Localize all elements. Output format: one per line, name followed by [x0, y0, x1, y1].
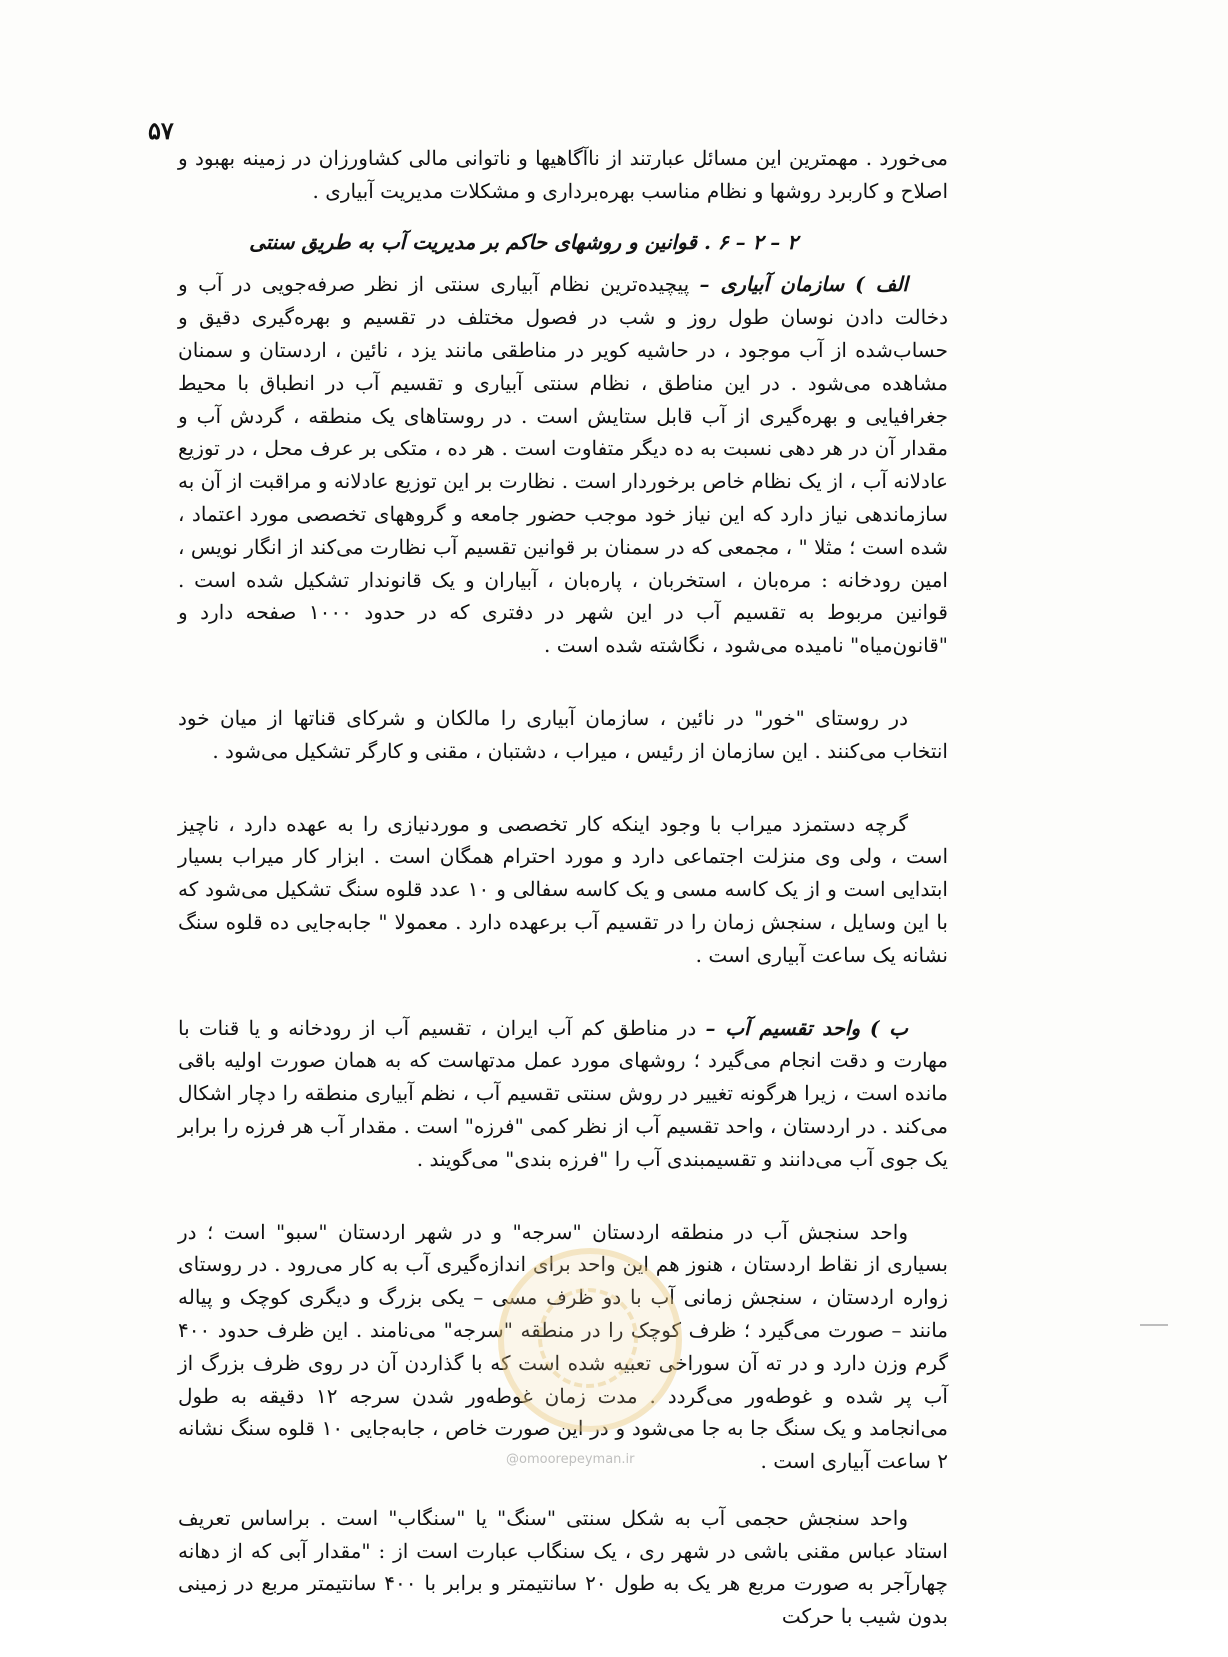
paragraph-water-measurement-unit [178, 1216, 948, 1478]
margin-mark [1140, 1324, 1168, 1326]
paragraph-irrigation-organization [178, 268, 948, 662]
section-heading: ۲ – ۲ – ۶ . قوانین و روشهای حاکم بر مدیریت آب به طریق سنتی [249, 229, 798, 254]
paragraph-volumetric-unit [178, 1502, 948, 1633]
paragraph-text: واحد سنجش حجمی آب به شکل سنتی "سنگ" یا "سنگاب" است . براساس تعریف استاد عباس مقنی باشی در شهر ری ، یک سنگاب عبارت است از : "مقدار آبی که از دهانه چهارآجر به صورت مربع هر یک به طول ۲۰ سانتیمتر و برابر با ۴۰۰ سانتیمتر مربع در زمینی بدون شیب با حرکت [178, 1505, 948, 1629]
paragraph-khur-village [178, 702, 948, 768]
paragraph-lead: الف ) سازمان آبیاری – [699, 272, 908, 297]
paragraph-text: در مناطق کم آب ایران ، تقسیم آب از رودخانه و یا قنات با مهارت و دقت انجام می‌گیرد ؛ روشهای مورد عمل مدتهاست که به همان صورت اولیه باقی مانده است ، زیرا هرگونه تغییر در روش سنتی تقسیم آب ، نظم آبیاری منطقه را دچار اشکال می‌کند . در اردستان ، واحد تقسیم آب از نظر کمی "فرزه" است . مقدار آب هر فرزه را برابر یک جوی آب می‌دانند و تقسیمبندی آب را "فرزه بندی" می‌گویند . [178, 1015, 948, 1171]
page-body [178, 142, 948, 1657]
intro-paragraph: می‌خورد . مهمترین این مسائل عبارتند از ناآگاهیها و ناتوانی مالی کشاورزان در زمینه بهبود و اصلاح و کاربرد روشها و نظام مناسب بهره‌برداری و مشکلات مدیریت آبیاری . [178, 146, 948, 203]
paragraph-lead: ب ) واحد تقسیم آب – [705, 1015, 908, 1040]
paragraph-mirab-wage [178, 808, 948, 972]
paragraph-text: پیچیده‌ترین نظام آبیاری سنتی از نظر صرفه‌جویی در آب و دخالت دادن نوسان طول روز و شب در فصول مختلف در تقسیم و بهره‌گیری دقیق و حساب‌شده از آب موجود ، در حاشیه کویر در مناطقی مانند یزد ، نائین ، اردستان و سمنان مشاهده می‌شود . در این مناطق ، نظام سنتی آبیاری و تقسیم آب در انطباق با محیط جغرافیایی و بهره‌گیری از آب قابل ستایش است . در روستاهای یک منطقه ، گردش آب و مقدار آن در هر دهی نسبت به ده دیگر متفاوت است . هر ده ، متکی بر عرف محل ، در توزیع عادلانه آب ، از یک نظام خاص برخوردار است . نظارت بر این توزیع عادلانه و مراقبت از آن به سازماندهی نیاز دارد که این نیاز خود موجب حضور جامعه و گروههای تخصصی مورد اعتماد ، شده است ؛ مثلا " ، مجمعی که در سمنان بر قوانین تقسیم آب نظارت می‌کند از انگار نویس ، امین رودخانه : مره‌بان ، استخربان ، پاره‌بان ، آبیاران و یک قانوندار تشکیل شده است . قوانین مربوط به تقسیم آب در این شهر در دفتری که در حدود ۱۰۰۰ صفحه دارد و "قانون‌میاه" نامیده می‌شود ، نگاشته شده است . [178, 272, 948, 658]
paragraph-text: گرچه دستمزد میراب با وجود اینکه کار تخصصی و موردنیازی را به عهده دارد ، ناچیز است ، ولی وی منزلت اجتماعی دارد و مورد احترام همگان است . ابزار کار میراب بسیار ابتدایی است و از یک کاسه مسی و یک کاسه سفالی و ۱۰ عدد قلوه سنگ تشکیل می‌شود که با این وسایل ، سنجش زمان را در تقسیم آب برعهده دارد . معمولا " جابه‌جایی ده قلوه سنگ نشانه یک ساعت آبیاری است . [178, 811, 948, 967]
paragraph-text: در روستای "خور" در نائین ، سازمان آبیاری را مالکان و شرکای قناتها از میان خود انتخاب می‌کنند . این سازمان از رئیس ، میراب ، دشتبان ، مقنی و کارگر تشکیل می‌شود . [178, 705, 948, 763]
paragraph-text: واحد سنجش آب در منطقه اردستان "سرجه" و در شهر اردستان "سبو" است ؛ در بسیاری از نقاط اردستان ، هنوز هم این واحد برای اندازه‌گیری آب به کار می‌رود . در روستای زواره اردستان ، سنجش زمانی آب با دو ظرف مسی – یکی بزرگ و دیگری کوچک و پیاله مانند – صورت می‌گیرد ؛ ظرف کوچک را در منطقه "سرجه" می‌نامند . این ظرف حدود ۴۰۰ گرم وزن دارد و در ته آن سوراخی تعبیه شده است که با گذاردن آن در روی ظرف بزرگ از آب پر شده و غوطه‌ور می‌گردد . مدت زمان غوطه‌ور شدن سرجه ۱۲ دقیقه به طول می‌انجامد و یک سنگ جا به جا می‌شود و در این صورت خاص ، جابه‌جایی ۱۰ قلوه سنگ نشانه ۲ ساعت آبیاری است . [178, 1219, 948, 1474]
page-number: ۵۷ [148, 116, 174, 145]
watermark-url: @omoorepeyman.ir [506, 1452, 635, 1467]
paragraph-water-division-unit [178, 1012, 948, 1176]
